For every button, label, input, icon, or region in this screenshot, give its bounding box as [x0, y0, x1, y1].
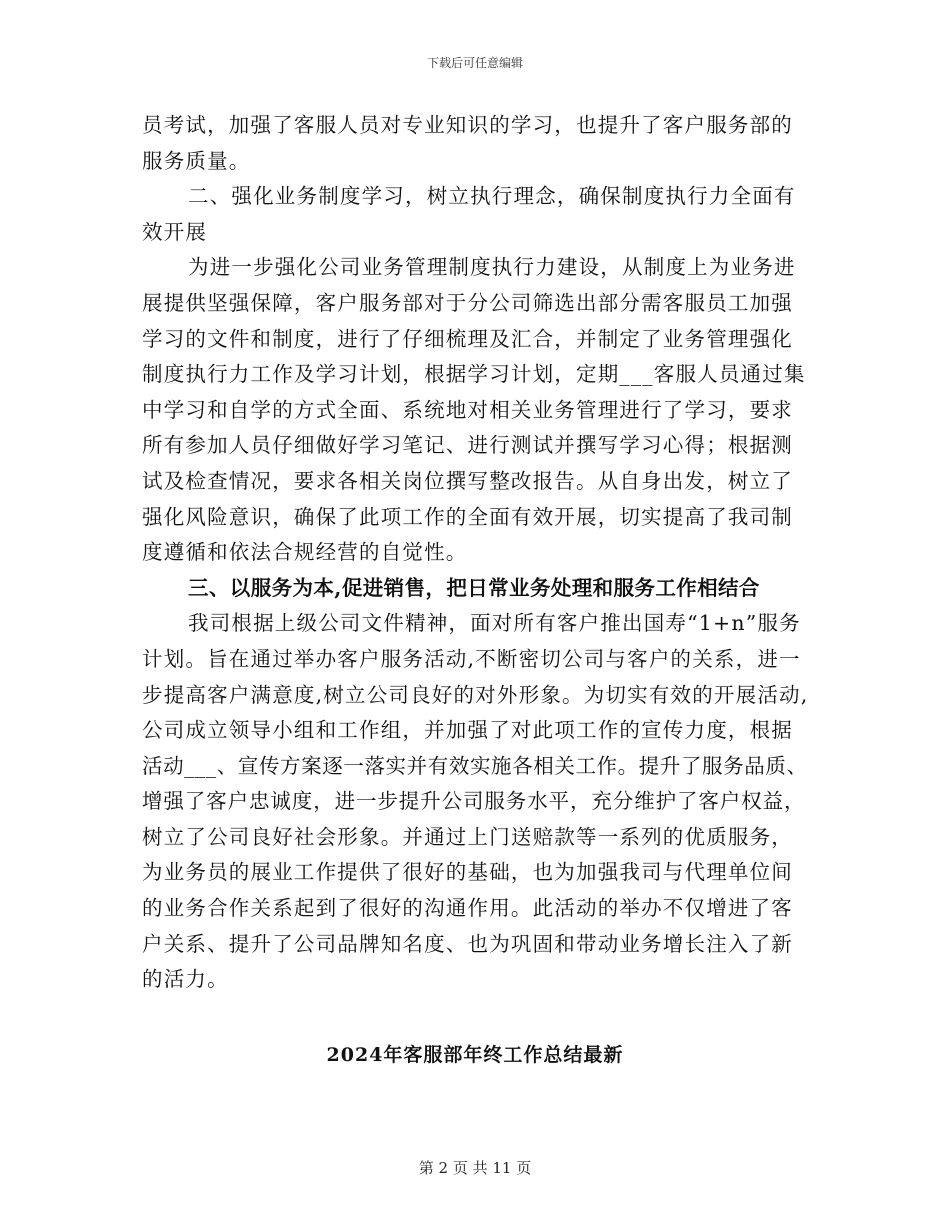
paragraph-line: 为业务员的展业工作提供了很好的基础，也为加强我司与代理单位间: [142, 860, 793, 885]
paragraph-line: 我司根据上级公司文件精神，面对所有客户推出国寿“1+n”服务: [188, 611, 801, 636]
paragraph-line: 员考试，加强了客服人员对专业知识的学习，也提升了客户服务部的: [142, 113, 793, 137]
paragraph-line: 的业务合作关系起到了很好的沟通作用。此活动的举办不仅增进了客: [142, 896, 793, 921]
paragraph-line: 展提供坚强保障，客户服务部对于分公司筛选出部分需客服员工加强: [142, 290, 793, 315]
paragraph-line: 试及检查情况，要求各相关岗位撰写整改报告。从自身出发，树立了: [142, 468, 793, 493]
document-body: [142, 108, 808, 998]
paragraph-line: 步提高客户满意度,树立公司良好的对外形象。为切实有效的开展活动,: [142, 682, 809, 707]
next-section-title: 2024年客服部年终工作总结最新: [326, 1044, 624, 1066]
section-heading-line: 三、以服务为本,促进销售，把日常业务处理和服务工作相结合: [188, 575, 760, 600]
paragraph-line: 计划。旨在通过举办客户服务活动,不断密切公司与客户的关系，进一: [142, 646, 801, 671]
paragraph-line: 中学习和自学的方式全面、系统地对相关业务管理进行了学习，要求: [142, 397, 793, 422]
paragraph-line: 制度执行力工作及学习计划，根据学习计划，定期___客服人员通过集: [142, 362, 806, 387]
paragraph-line: 公司成立领导小组和工作组，并加强了对此项工作的宣传力度，根据: [142, 718, 793, 743]
paragraph-line: 增强了客户忠诚度，进一步提升公司服务水平，充分维护了客户权益，: [142, 789, 806, 814]
paragraph-line: 效开展: [142, 219, 208, 244]
paragraph-line: 所有参加人员仔细做好学习笔记、进行测试并撰写学习心得；根据测: [142, 433, 793, 458]
paragraph-line: 服务质量。: [142, 148, 251, 173]
paragraph-line: 度遵循和依法合规经营的自觉性。: [142, 540, 468, 565]
paragraph-line: 的活力。: [142, 967, 229, 992]
paragraph-line: 户关系、提升了公司品牌知名度、也为巩固和带动业务增长注入了新: [142, 931, 793, 956]
paragraph-line: 二、强化业务制度学习，树立执行理念，确保制度执行力全面有: [188, 184, 796, 209]
paragraph-line: 活动___、宣传方案逐一落实并有效实施各相关工作。提升了服务品质、: [142, 753, 808, 778]
header-note: 下载后可任意编辑: [426, 56, 523, 70]
paragraph-line: 强化风险意识，确保了此项工作的全面有效开展，切实提高了我司制: [142, 504, 793, 529]
paragraph-line: 树立了公司良好社会形象。并通过上门送赔款等一系列的优质服务，: [142, 824, 793, 849]
paragraph-line: 为进一步强化公司业务管理制度执行力建设，从制度上为业务进: [188, 255, 796, 280]
paragraph-line: 学习的文件和制度，进行了仔细梳理及汇合，并制定了业务管理强化: [142, 326, 793, 351]
page-footer: 第 2 页 共 11 页: [418, 1159, 532, 1177]
